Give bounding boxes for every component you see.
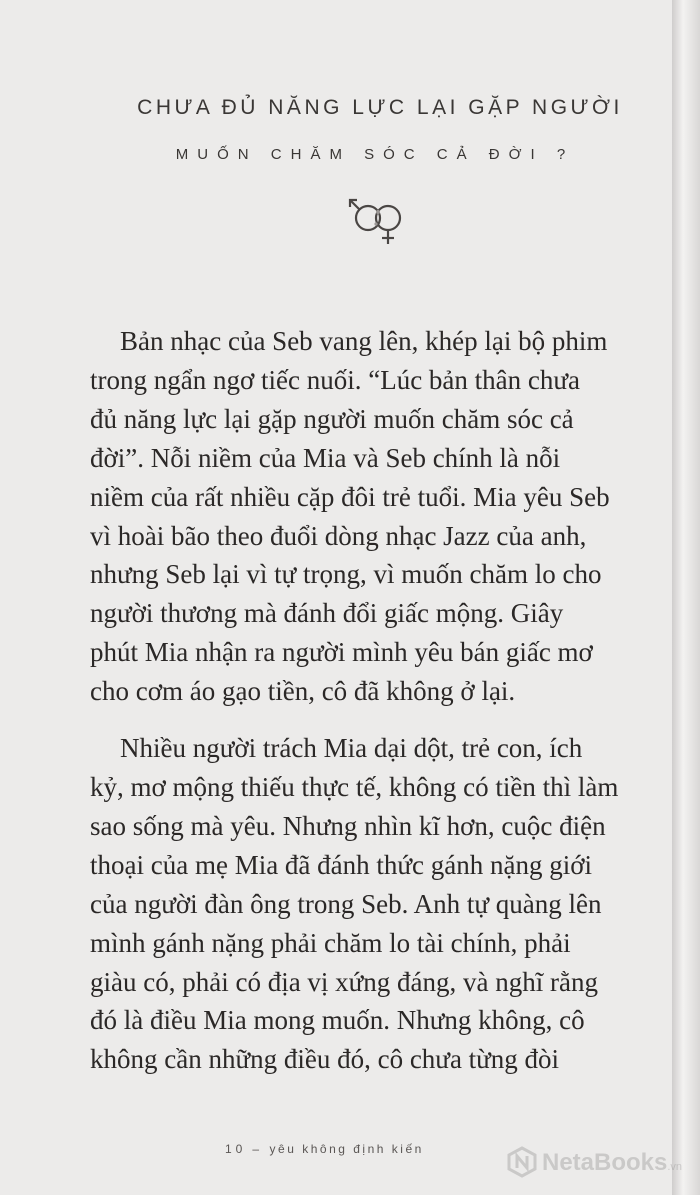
paragraph-1: [90, 322, 665, 711]
text-line: đời”. Nỗi niềm của Mia và Seb chính là nỗi: [90, 442, 561, 473]
body-text: [90, 322, 665, 1079]
watermark-brand: NetaBooks: [542, 1149, 668, 1176]
text-line: nhưng Seb lại vì tự trọng, vì muốn chăm lo cho: [90, 559, 602, 590]
page-number: 10: [225, 1142, 247, 1156]
text-line: đủ năng lực lại gặp người muốn chăm sóc cả: [90, 403, 574, 434]
text-line: đó là điều Mia mong muốn. Nhưng không, cô: [90, 1005, 585, 1036]
running-title: yêu không định kiến: [269, 1142, 424, 1156]
text-line: sao sống mà yêu. Nhưng nhìn kĩ hơn, cuộc điện: [90, 810, 606, 841]
text-line: Nhiều người trách Mia dại dột, trẻ con, ích: [120, 733, 583, 764]
paragraph-2: [90, 729, 665, 1079]
page-footer: [225, 1142, 424, 1156]
text-line: phút Mia nhận ra người mình yêu bán giấc mơ: [90, 637, 593, 668]
text-line: của người đàn ông trong Seb. Anh tự quàng lên: [90, 888, 602, 919]
text-line: thoại của mẹ Mia đã đánh thức gánh nặng giới: [90, 849, 593, 880]
text-line: kỷ, mơ mộng thiếu thực tế, không có tiền thì làm: [90, 771, 619, 802]
chapter-subtitle: MUỐN CHĂM SÓC CẢ ĐỜI ?: [175, 146, 575, 163]
text-line: niềm của rất nhiều cặp đôi trẻ tuổi. Mia yêu Seb: [90, 481, 610, 512]
interlocked-gender-symbols-icon: [342, 188, 412, 254]
watermark: [500, 1138, 700, 1188]
text-line: Bản nhạc của Seb vang lên, khép lại bộ phim: [120, 326, 608, 356]
netabooks-logo-icon: [506, 1146, 538, 1178]
text-line: giàu có, phải có địa vị xứng đáng, và nghĩ rằng: [90, 966, 599, 997]
footer-separator: –: [252, 1142, 262, 1156]
text-line: cho cơm áo gạo tiền, cô đã không ở lại.: [90, 676, 516, 707]
watermark-suffix: .vn: [667, 1161, 683, 1173]
text-line: mình gánh nặng phải chăm lo tài chính, phải: [90, 927, 571, 958]
text-line: người thương mà đánh đổi giấc mộng. Giây: [90, 598, 564, 629]
text-line: không cần những điều đó, cô chưa từng đòi: [90, 1044, 560, 1075]
text-line: vì hoài bão theo đuổi dòng nhạc Jazz của anh,: [90, 520, 587, 551]
chapter-title: CHƯA ĐỦ NĂNG LỰC LẠI GẶP NGƯỜI: [137, 96, 623, 119]
page-edge: [672, 0, 700, 1195]
text-line: trong ngẩn ngơ tiếc nuối. “Lúc bản thân chưa: [90, 364, 581, 395]
